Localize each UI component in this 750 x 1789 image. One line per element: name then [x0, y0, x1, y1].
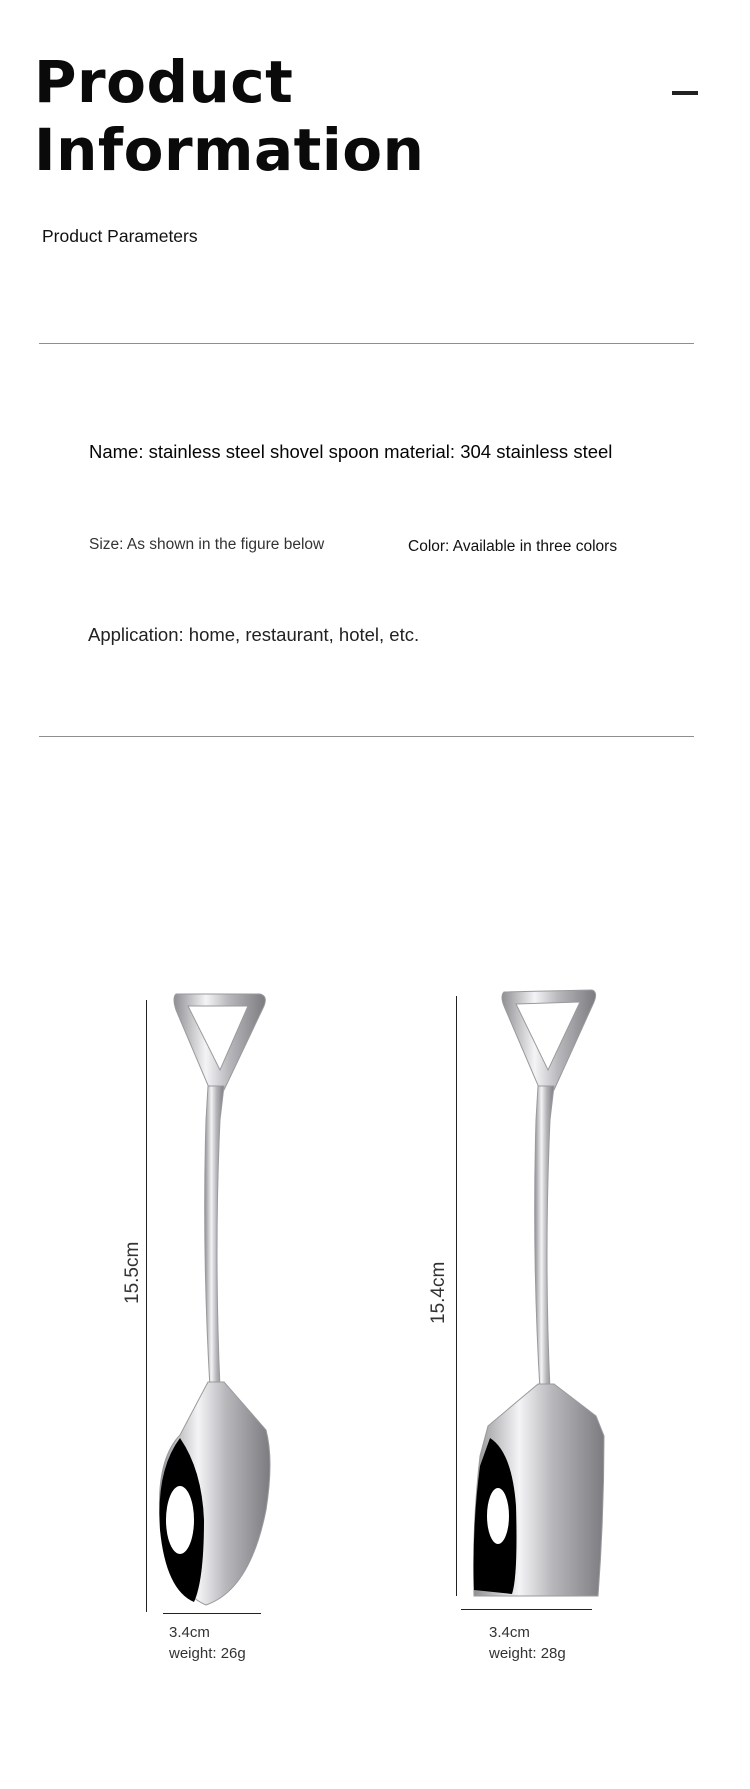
top-divider	[39, 343, 694, 344]
param-name: Name: stainless steel shovel spoon material: 304 stainless steel	[89, 441, 613, 462]
param-color: Color: Available in three colors	[408, 538, 618, 555]
section-subtitle: Product Parameters	[42, 226, 198, 246]
width-label-2: 3.4cm	[489, 1624, 530, 1641]
param-application: Application: home, restaurant, hotel, etc.	[88, 624, 420, 645]
weight-label-1: weight: 26g	[169, 1645, 246, 1662]
weight-label-2: weight: 28g	[489, 1645, 566, 1662]
title-line-2: Information	[34, 116, 425, 184]
spec-1	[169, 1622, 246, 1664]
height-line-1	[146, 1000, 147, 1612]
width-line-1	[163, 1613, 261, 1614]
param-size: Size: As shown in the figure below	[89, 536, 325, 553]
minus-icon[interactable]	[672, 91, 698, 95]
shovel-spoon-round	[150, 990, 290, 1615]
spec-2	[489, 1622, 566, 1664]
bottom-divider	[39, 736, 694, 737]
height-label-1: 15.5cm	[122, 1241, 143, 1304]
shovel-spoon-square	[468, 986, 608, 1611]
height-label-2: 15.4cm	[428, 1261, 449, 1324]
title-line-1: Product	[34, 48, 294, 116]
height-line-2	[456, 996, 457, 1596]
page-title	[34, 48, 424, 184]
width-line-2	[461, 1609, 592, 1610]
width-label-1: 3.4cm	[169, 1624, 210, 1641]
